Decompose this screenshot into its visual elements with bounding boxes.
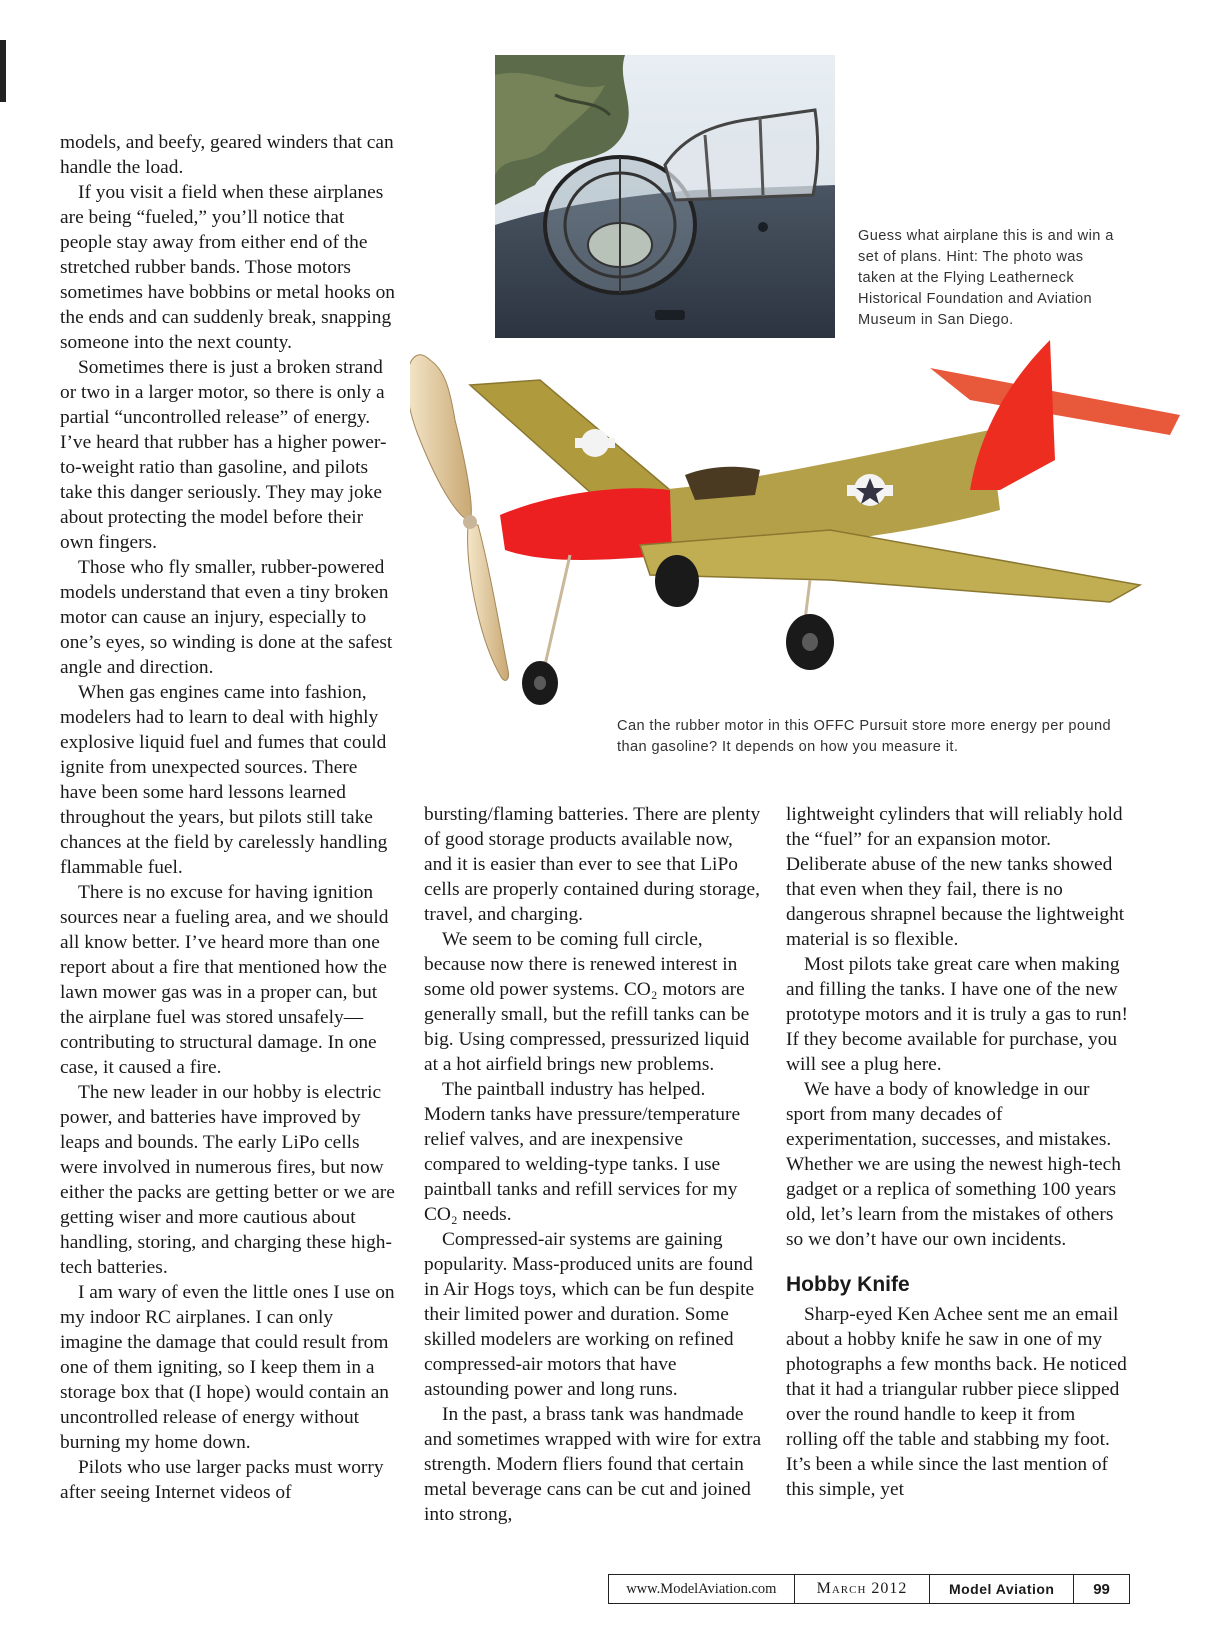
footer-url: www.ModelAviation.com <box>609 1575 795 1603</box>
paragraph: Compressed-air systems are gaining popularity. Mass-produced units are found in Air Hogs toys, which can be fun despite their limited power and duration. Some skilled modelers are working on refined compressed-air motors that have astounding power and long runs. <box>424 1229 755 1400</box>
paragraph: I am wary of even the little ones I use on my indoor RC airplanes. I can only imagine the damage that could result from one of them igniting, so I keep them in a storage box that (I hope) would contain an uncontrolled release of energy without burning my home down. <box>60 1282 395 1453</box>
text-column-3 <box>786 802 1131 1502</box>
text-column-2 <box>424 802 764 1527</box>
page-edge-mark <box>0 40 6 102</box>
model-airplane-caption: Can the rubber motor in this OFFC Pursuit store more energy per pound than gasoline? It depends on how you measure it. <box>617 718 1112 755</box>
footer-date: March 2012 <box>795 1575 931 1603</box>
paragraph: In the past, a brass tank was handmade and sometimes wrapped with wire for extra strength. Modern fliers found that certain metal beverage cans can be cut and joined into strong, <box>424 1404 762 1525</box>
paragraph: Sharp-eyed Ken Achee sent me an email about a hobby knife he saw in one of my photographs a few months back. He noticed that it had a triangular rubber piece slipped over the round handle to keep it from rolling off the table and stabbing my foot. It’s been a while since the last mention of this simple, yet <box>786 1304 1127 1500</box>
canopy-photo <box>495 55 835 338</box>
paragraph: Most pilots take great care when making and filling the tanks. I have one of the new prototype motors and it is truly a gas to run! If they become available for purchase, you will see a plug here. <box>786 954 1128 1075</box>
paragraph: We have a body of knowledge in our sport from many decades of experimentation, successes, and mistakes. Whether we are using the newest high-tech gadget or a replica of something 100 years old, let’s learn from the mistakes of others so we don’t have our own incidents. <box>786 1079 1121 1250</box>
paragraph: bursting/flaming batteries. There are plenty of good storage products available now, and it is easier than ever to see that LiPo cells are properly contained during storage, travel, and charging. <box>424 804 761 925</box>
paragraph: Sometimes there is just a broken strand or two in a larger motor, so there is only a partial “uncontrolled release” of energy. I’ve heard that rubber has a higher power-to-weight ratio than gasoline, and pilots take this danger seriously. They may joke about protecting the model before their own fingers. <box>60 357 387 553</box>
paragraph: When gas engines came into fashion, modelers had to learn to deal with highly explosive liquid fuel and fumes that could ignite from unexpected sources. There have been some hard lessons learned throughout the years, but pilots still take chances at the field by carelessly handling flammable fuel. <box>60 682 388 878</box>
canopy-photo-caption: Guess what airplane this is and win a set of plans. Hint: The photo was taken at the Flying Leatherneck Historical Foundation and Aviation Museum in San Diego. <box>858 228 1114 328</box>
page-footer <box>608 1574 1130 1604</box>
paragraph: The new leader in our hobby is electric power, and batteries have improved by leaps and bounds. The early LiPo cells were involved in numerous fires, but now either the packs are getting better or we are getting wiser and more cautious about handling, storing, and charging these high-tech batteries. <box>60 1082 395 1278</box>
subhead-hobby-knife: Hobby Knife <box>786 1273 910 1296</box>
text-column-1 <box>60 130 395 1505</box>
paragraph: If you visit a field when these airplanes are being “fueled,” you’ll notice that people stay away from either end of the stretched rubber bands. Those motors sometimes have bobbins or metal hooks on the ends and can suddenly break, snapping someone into the next county. <box>60 182 395 353</box>
paragraph: We seem to be coming full circle, because now there is renewed interest in some old power systems. CO₂ motors are generally small, but the refill tanks can be big. Using compressed, pressurized liquid at a hot airfield brings new problems. <box>424 929 750 1075</box>
paragraph: The paintball industry has helped. Modern tanks have pressure/temperature relief valves, and are inexpensive compared to welding-type tanks. I use paintball tanks and refill services for my CO₂ needs. <box>424 1079 741 1225</box>
model-airplane-photo <box>410 340 1210 740</box>
paragraph: models, and beefy, geared winders that can handle the load. <box>60 132 394 178</box>
page-number: 99 <box>1093 1580 1110 1598</box>
paragraph: There is no excuse for having ignition sources near a fueling area, and we should all know better. I’ve heard more than one report about a fire that mentioned how the lawn mower gas was in a proper can, but the airplane fuel was stored unsafely—contributing to structural damage. In one case, it caused a fire. <box>60 882 389 1078</box>
paragraph: lightweight cylinders that will reliably hold the “fuel” for an expansion motor. Deliberate abuse of the new tanks showed that even when they fail, there is no dangerous shrapnel because the lightweight material is so flexible. <box>786 804 1125 950</box>
footer-magazine: Model Aviation <box>930 1575 1074 1603</box>
paragraph: Pilots who use larger packs must worry after seeing Internet videos of <box>60 1457 384 1503</box>
paragraph: Those who fly smaller, rubber-powered models understand that even a tiny broken motor can cause an injury, especially to one’s eyes, so winding is done at the safest angle and direction. <box>60 557 393 678</box>
